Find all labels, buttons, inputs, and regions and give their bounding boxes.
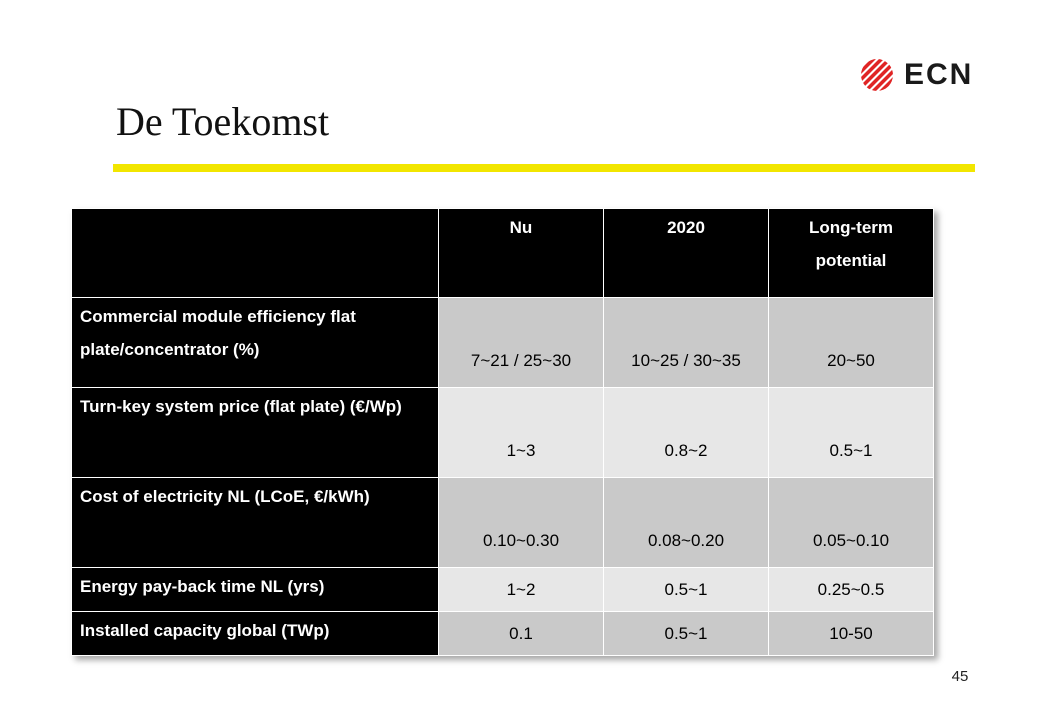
table-cell: 0.05~0.10 [769, 478, 934, 568]
comparison-table [71, 208, 934, 656]
table-cell: 0.25~0.5 [769, 568, 934, 612]
table-cell: 0.10~0.30 [439, 478, 604, 568]
table-cell: 10-50 [769, 612, 934, 656]
row-label: Cost of electricity NL (LCoE, €/kWh) [72, 478, 439, 568]
table-cell: 0.08~0.20 [604, 478, 769, 568]
table-cell: 7~21 / 25~30 [439, 298, 604, 388]
table-row [72, 478, 934, 568]
table-cell: 1~3 [439, 388, 604, 478]
header-cell-empty [72, 209, 439, 298]
row-label: Turn-key system price (flat plate) (€/Wp) [72, 388, 439, 478]
row-label: Commercial module efficiency flat plate/concentrator (%) [72, 298, 439, 388]
title-underline [113, 164, 975, 172]
table-cell: 0.5~1 [769, 388, 934, 478]
table-row [72, 388, 934, 478]
row-label: Energy pay-back time NL (yrs) [72, 568, 439, 612]
table-row [72, 568, 934, 612]
table-header-row [72, 209, 934, 298]
table-cell: 0.8~2 [604, 388, 769, 478]
table-row [72, 298, 934, 388]
table-cell: 1~2 [439, 568, 604, 612]
table-row [72, 612, 934, 656]
table-cell: 10~25 / 30~35 [604, 298, 769, 388]
table-cell: 0.5~1 [604, 612, 769, 656]
table-cell: 0.5~1 [604, 568, 769, 612]
ecn-logo [858, 56, 978, 94]
header-cell-long-term: Long-term potential [769, 209, 934, 298]
header-cell-nu: Nu [439, 209, 604, 298]
ecn-stripes-icon [858, 58, 896, 92]
slide-number: 45 [951, 668, 969, 685]
slide-title: De Toekomst [116, 99, 330, 144]
row-label: Installed capacity global (TWp) [72, 612, 439, 656]
comparison-table-wrapper [71, 208, 934, 656]
table-cell: 20~50 [769, 298, 934, 388]
logo-text: ECN [904, 58, 974, 91]
header-cell-2020: 2020 [604, 209, 769, 298]
table-cell: 0.1 [439, 612, 604, 656]
